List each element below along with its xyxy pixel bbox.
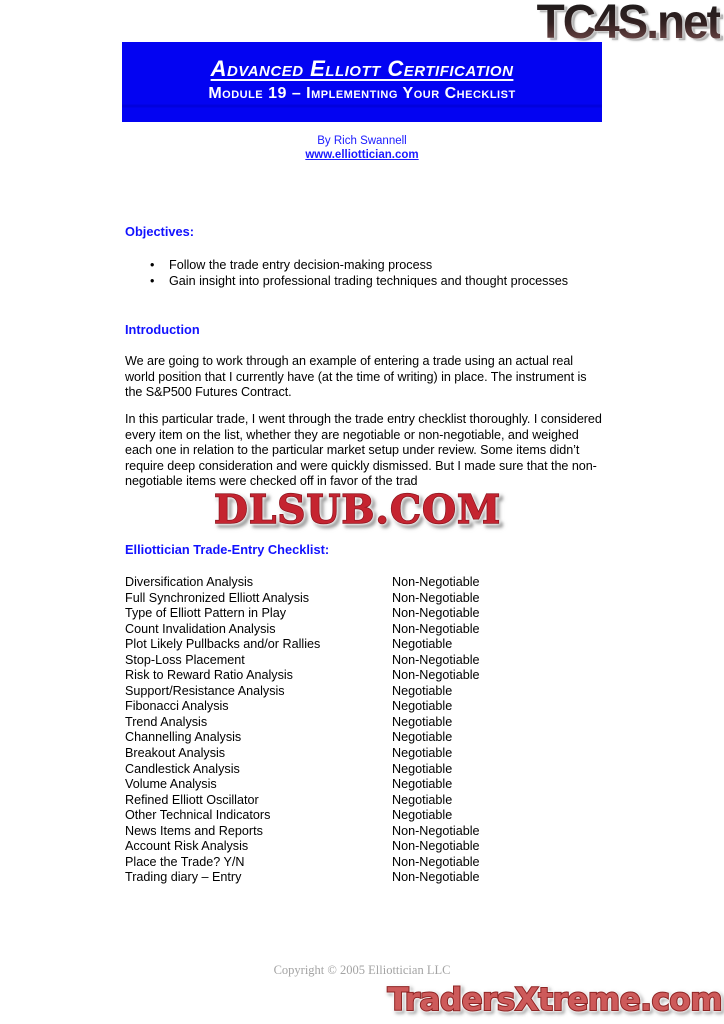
checklist-status: Non-Negotiable xyxy=(392,870,480,885)
author-name: By Rich Swannell xyxy=(317,135,407,147)
checklist-row xyxy=(125,668,605,684)
introduction-paragraph-2: In this particular trade, I went through the trade entry checklist thoroughly. I considered every item on the list, whether they are negotiable or non-negotiable, and weighed each one in relation to the particular market setup under review. Some items didn’t require deep consideration and were quickly dismissed. But I made sure that the non-negotiable items were checked off in favor of the trad xyxy=(125,412,602,489)
checklist-label: Plot Likely Pullbacks and/or Rallies xyxy=(125,637,321,652)
dlsub-watermark: DLSUB.COM xyxy=(214,487,502,533)
checklist-row xyxy=(125,855,605,871)
checklist-label: Place the Trade? Y/N xyxy=(125,854,245,869)
checklist-label: Fibonacci Analysis xyxy=(125,699,229,714)
checklist-row xyxy=(125,575,605,591)
checklist-row xyxy=(125,653,605,669)
checklist-label: News Items and Reports xyxy=(125,823,263,838)
objectives-heading: Objectives: xyxy=(125,224,194,239)
checklist-status: Negotiable xyxy=(392,761,453,776)
checklist-label: Candlestick Analysis xyxy=(125,761,240,776)
checklist-row xyxy=(125,777,605,793)
objective-item: • Gain insight into professional trading techniques and thought processes xyxy=(150,273,568,289)
checklist-status: Non-Negotiable xyxy=(392,575,480,589)
checklist-label: Risk to Reward Ratio Analysis xyxy=(125,668,293,683)
tc4s-watermark: TC4S.net xyxy=(537,0,720,49)
checklist-label: Type of Elliott Pattern in Play xyxy=(125,606,287,621)
checklist-label: Channelling Analysis xyxy=(125,730,242,745)
checklist-row xyxy=(125,637,605,653)
checklist-label: Account Risk Analysis xyxy=(125,839,249,854)
checklist-row xyxy=(125,762,605,778)
checklist-row xyxy=(125,684,605,700)
checklist-row xyxy=(125,606,605,622)
checklist-status: Non-Negotiable xyxy=(392,590,480,605)
module-subtitle: Module 19 – Implementing Your Checklist xyxy=(208,85,516,102)
course-title: Advanced Elliott Certification xyxy=(210,56,514,81)
checklist-label: Other Technical Indicators xyxy=(125,808,271,823)
checklist-status: Non-Negotiable xyxy=(392,823,480,838)
checklist-row xyxy=(125,824,605,840)
checklist-status: Negotiable xyxy=(392,808,453,823)
checklist-row xyxy=(125,793,605,809)
checklist-row xyxy=(125,591,605,607)
tradersxtreme-watermark: TradersXtreme.com xyxy=(387,982,722,1018)
checklist-status: Negotiable xyxy=(392,683,453,698)
checklist-table xyxy=(125,575,605,886)
checklist-label: Trend Analysis xyxy=(125,714,208,729)
checklist-status: Negotiable xyxy=(392,730,453,745)
checklist-row xyxy=(125,839,605,855)
checklist-row xyxy=(125,746,605,762)
introduction-paragraph-1: We are going to work through an example of entering a trade using an actual real world position that I currently have (at the time of writing) in place. The instrument is the S&P500 Futures Contract. xyxy=(125,354,587,400)
checklist-status: Negotiable xyxy=(392,746,453,761)
byline xyxy=(0,135,724,162)
checklist-heading: Elliottician Trade-Entry Checklist: xyxy=(125,542,330,557)
checklist-label: Diversification Analysis xyxy=(125,575,254,589)
checklist-status: Negotiable xyxy=(392,699,453,714)
checklist-label: Refined Elliott Oscillator xyxy=(125,792,259,807)
objectives-list xyxy=(150,257,568,289)
checklist-label: Trading diary – Entry xyxy=(125,870,242,885)
checklist-row xyxy=(125,730,605,746)
checklist-status: Negotiable xyxy=(392,714,453,729)
checklist-status: Negotiable xyxy=(392,637,453,652)
checklist-label: Volume Analysis xyxy=(125,777,217,792)
checklist-row xyxy=(125,808,605,824)
checklist-status: Non-Negotiable xyxy=(392,668,480,683)
checklist-label: Support/Resistance Analysis xyxy=(125,683,285,698)
checklist-status: Non-Negotiable xyxy=(392,652,480,667)
checklist-status: Negotiable xyxy=(392,777,453,792)
checklist-row xyxy=(125,715,605,731)
checklist-label: Breakout Analysis xyxy=(125,746,226,761)
title-banner xyxy=(122,42,602,122)
checklist-label: Stop-Loss Placement xyxy=(125,652,245,667)
checklist-row xyxy=(125,699,605,715)
checklist-label: Full Synchronized Elliott Analysis xyxy=(125,590,310,605)
elliottician-link[interactable]: www.elliottician.com xyxy=(305,149,419,161)
checklist-status: Non-Negotiable xyxy=(392,621,480,636)
copyright-notice: Copyright © 2005 Elliottician LLC xyxy=(273,963,451,977)
objective-item: • Follow the trade entry decision-making process xyxy=(150,257,568,273)
checklist-status: Non-Negotiable xyxy=(392,839,480,854)
checklist-status: Non-Negotiable xyxy=(392,854,480,869)
checklist-status: Negotiable xyxy=(392,792,453,807)
checklist-row xyxy=(125,622,605,638)
checklist-row xyxy=(125,870,605,886)
checklist-status: Non-Negotiable xyxy=(392,606,480,621)
introduction-heading: Introduction xyxy=(125,322,200,337)
checklist-label: Count Invalidation Analysis xyxy=(125,621,276,636)
